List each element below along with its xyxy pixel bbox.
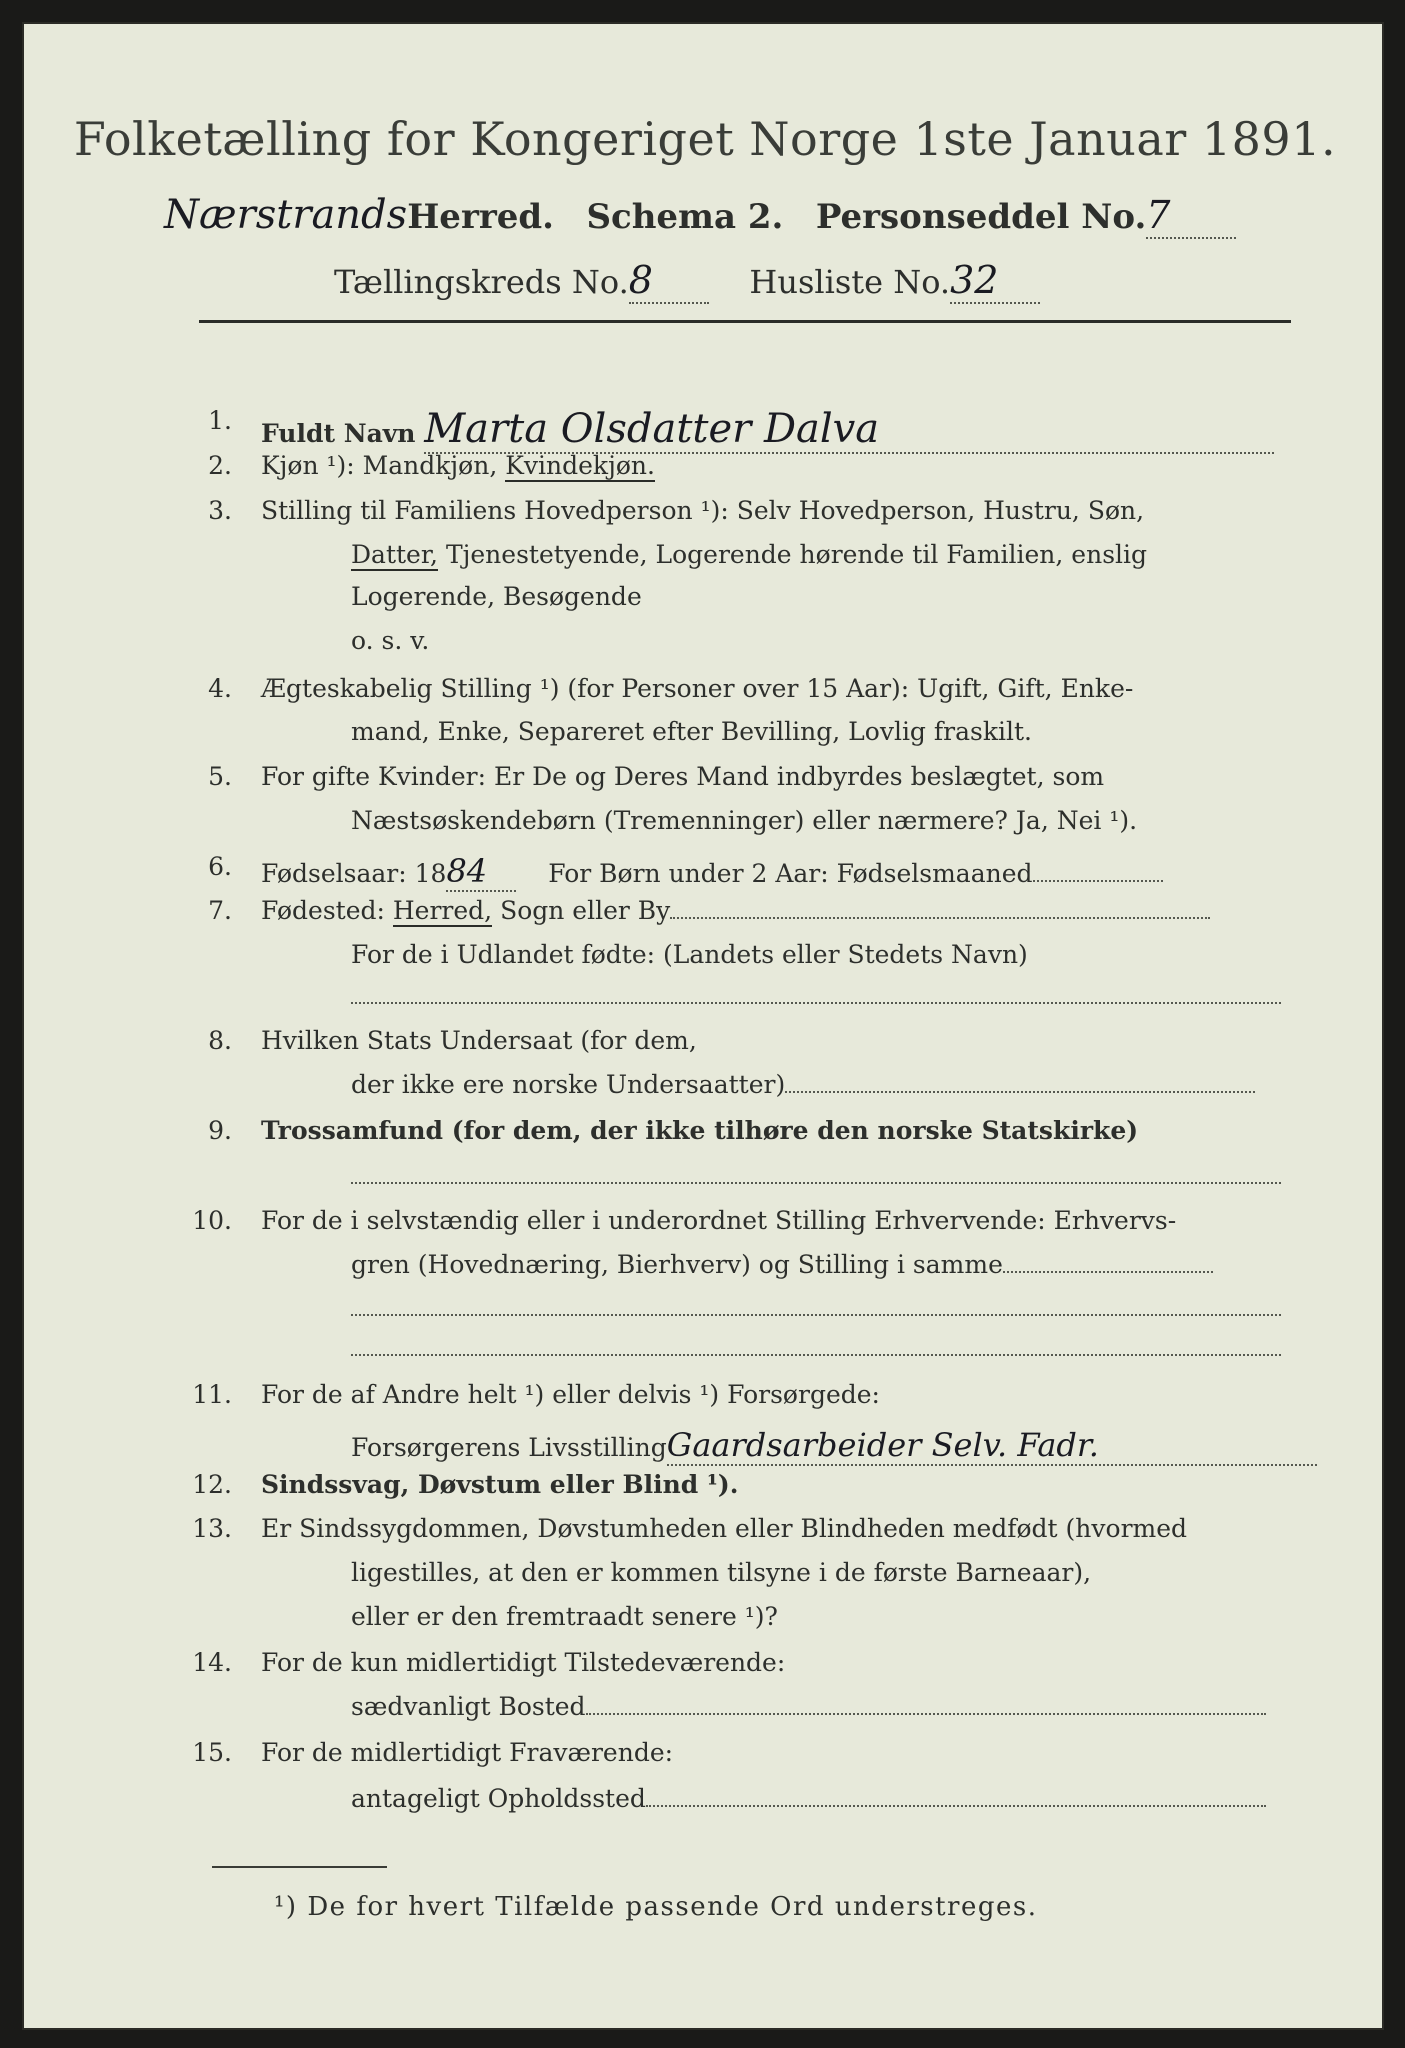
item-number: 13. — [192, 1514, 232, 1543]
item-14-line1: For de kun midlertidigt Tilstedeværende: — [261, 1648, 786, 1677]
occupation-label: gren (Hovednæring, Bierhverv) og Stilling i samme — [351, 1250, 1003, 1279]
item-3-line1: Stilling til Familiens Hovedperson ¹): Selv Hovedperson, Hustru, Søn, — [261, 496, 1145, 525]
item-3-line3: Logerende, Besøgende — [351, 582, 642, 611]
item-1 — [261, 406, 1274, 454]
item-number: 7. — [208, 896, 232, 925]
item-number: 15. — [192, 1738, 232, 1767]
item-number: 5. — [208, 762, 232, 791]
item-number: 6. — [208, 852, 232, 881]
item-10-line1: For de i selvstændig eller i underordnet Stilling Erhvervende: Erhvervs- — [261, 1206, 1177, 1235]
occupation-blank — [1003, 1271, 1213, 1273]
footnote: ¹) De for hvert Tilfælde passende Ord understreges. — [274, 1892, 1038, 1922]
item-number: 10. — [192, 1206, 232, 1235]
item-14-line2 — [351, 1692, 1266, 1721]
item-number: 8. — [208, 1026, 232, 1055]
item-4-line1: Ægteskabelig Stilling ¹) (for Personer over 15 Aar): Ugift, Gift, Enke- — [261, 674, 1134, 703]
item-number: 3. — [208, 496, 232, 525]
birthplace-blank — [670, 917, 1210, 919]
item-11-line1: For de af Andre helt ¹) eller delvis ¹) Forsørgede: — [261, 1380, 880, 1409]
herred-value: Nærstrands — [164, 192, 408, 238]
item-3-line4: o. s. v. — [351, 626, 430, 655]
sex-selected: Kvindekjøn. — [505, 451, 655, 480]
citizenship-blank — [785, 1091, 1255, 1093]
item-2 — [261, 451, 655, 480]
herred-label: Herred. — [407, 197, 555, 237]
item-13-line1: Er Sindssygdommen, Døvstumheden eller Blindheden medfødt (hvormed — [261, 1514, 1188, 1543]
item-8-line1: Hvilken Stats Undersaat (for dem, — [261, 1026, 697, 1055]
herred-line — [164, 192, 1236, 239]
schema-label: Schema 2. — [586, 197, 784, 237]
provider-value: Gaardsarbeider Selv. Fadr. — [667, 1426, 1317, 1466]
item-number: 1. — [208, 406, 232, 435]
sex-options: Kjøn ¹): Mandkjøn, — [261, 451, 506, 480]
occupation-blank-2 — [351, 1314, 1281, 1316]
item-number: 2. — [208, 451, 232, 480]
personseddel-value: 7 — [1146, 193, 1236, 239]
full-name-value: Marta Olsdatter Dalva — [424, 406, 1274, 454]
birth-year-label: Fødselsaar: 18 — [261, 859, 447, 888]
item-15-line1: For de midlertidigt Fraværende: — [261, 1738, 674, 1767]
birth-year-value: 84 — [446, 852, 516, 892]
husliste-label: Husliste No. — [749, 263, 951, 301]
religion-blank — [351, 1182, 1281, 1184]
residence-blank — [586, 1713, 1266, 1715]
kreds-line — [334, 258, 1040, 304]
item-3-line2 — [351, 540, 1147, 569]
stay-blank — [646, 1805, 1266, 1807]
kreds-value: 8 — [629, 258, 709, 304]
item-number: 11. — [192, 1380, 232, 1409]
personseddel-label: Personseddel No. — [815, 197, 1147, 237]
item-10-line2 — [351, 1250, 1213, 1279]
item-13-line2: ligestilles, at den er kommen tilsyne i de første Barneaar), — [351, 1558, 1092, 1587]
item-12-line1: Sindssvag, Døvstum eller Blind ¹). — [261, 1470, 739, 1499]
occupation-blank-3 — [351, 1354, 1281, 1356]
item-9-line1: Trossamfund (for dem, der ikke tilhøre den norske Statskirke) — [261, 1116, 1139, 1145]
item-number: 12. — [192, 1470, 232, 1499]
citizenship-label: der ikke ere norske Undersaatter) — [351, 1070, 786, 1099]
foreign-birthplace-blank — [351, 1002, 1281, 1004]
provider-label: Forsørgerens Livsstilling — [351, 1433, 667, 1462]
birthplace-selected: Herred, — [392, 896, 493, 925]
family-position-rest: Tjenestetyende, Logerende hørende til Familien, enslig — [438, 540, 1148, 569]
birthplace-label: Fødested: — [261, 896, 393, 925]
kreds-label: Tællingskreds No. — [334, 263, 629, 301]
header-rule — [199, 320, 1291, 323]
birth-month-label: For Børn under 2 Aar: Fødselsmaaned — [548, 859, 1033, 888]
full-name-label: Fuldt Navn — [261, 419, 416, 448]
form-title: Folketælling for Kongeriget Norge 1ste Januar 1891. — [73, 112, 1337, 166]
item-4-line2: mand, Enke, Separeret efter Bevilling, Lovlig fraskilt. — [351, 717, 1032, 746]
family-position-selected: Datter, — [351, 540, 438, 569]
item-5-line2: Næstsøskendebørn (Tremenninger) eller nærmere? Ja, Nei ¹). — [351, 806, 1138, 835]
item-13-line3: eller er den fremtraadt senere ¹)? — [351, 1602, 778, 1631]
item-11-line2 — [351, 1426, 1317, 1466]
footnote-rule — [212, 1866, 387, 1868]
husliste-value: 32 — [950, 258, 1040, 304]
residence-label: sædvanligt Bosted — [351, 1692, 586, 1721]
item-7-line2: For de i Udlandet fødte: (Landets eller Stedets Navn) — [351, 940, 1028, 969]
birth-month-blank — [1033, 880, 1163, 882]
item-5-line1: For gifte Kvinder: Er De og Deres Mand indbyrdes beslægtet, som — [261, 762, 1105, 791]
item-7-line1 — [261, 896, 1210, 925]
item-15-line2 — [351, 1784, 1266, 1813]
birthplace-options: Sogn eller By — [492, 896, 671, 925]
item-number: 4. — [208, 674, 232, 703]
stay-label: antageligt Opholdssted — [351, 1784, 646, 1813]
item-number: 9. — [208, 1116, 232, 1145]
census-form-sheet — [22, 22, 1384, 2030]
item-8-line2 — [351, 1070, 1255, 1099]
item-number: 14. — [192, 1648, 232, 1677]
item-6 — [261, 852, 1163, 892]
